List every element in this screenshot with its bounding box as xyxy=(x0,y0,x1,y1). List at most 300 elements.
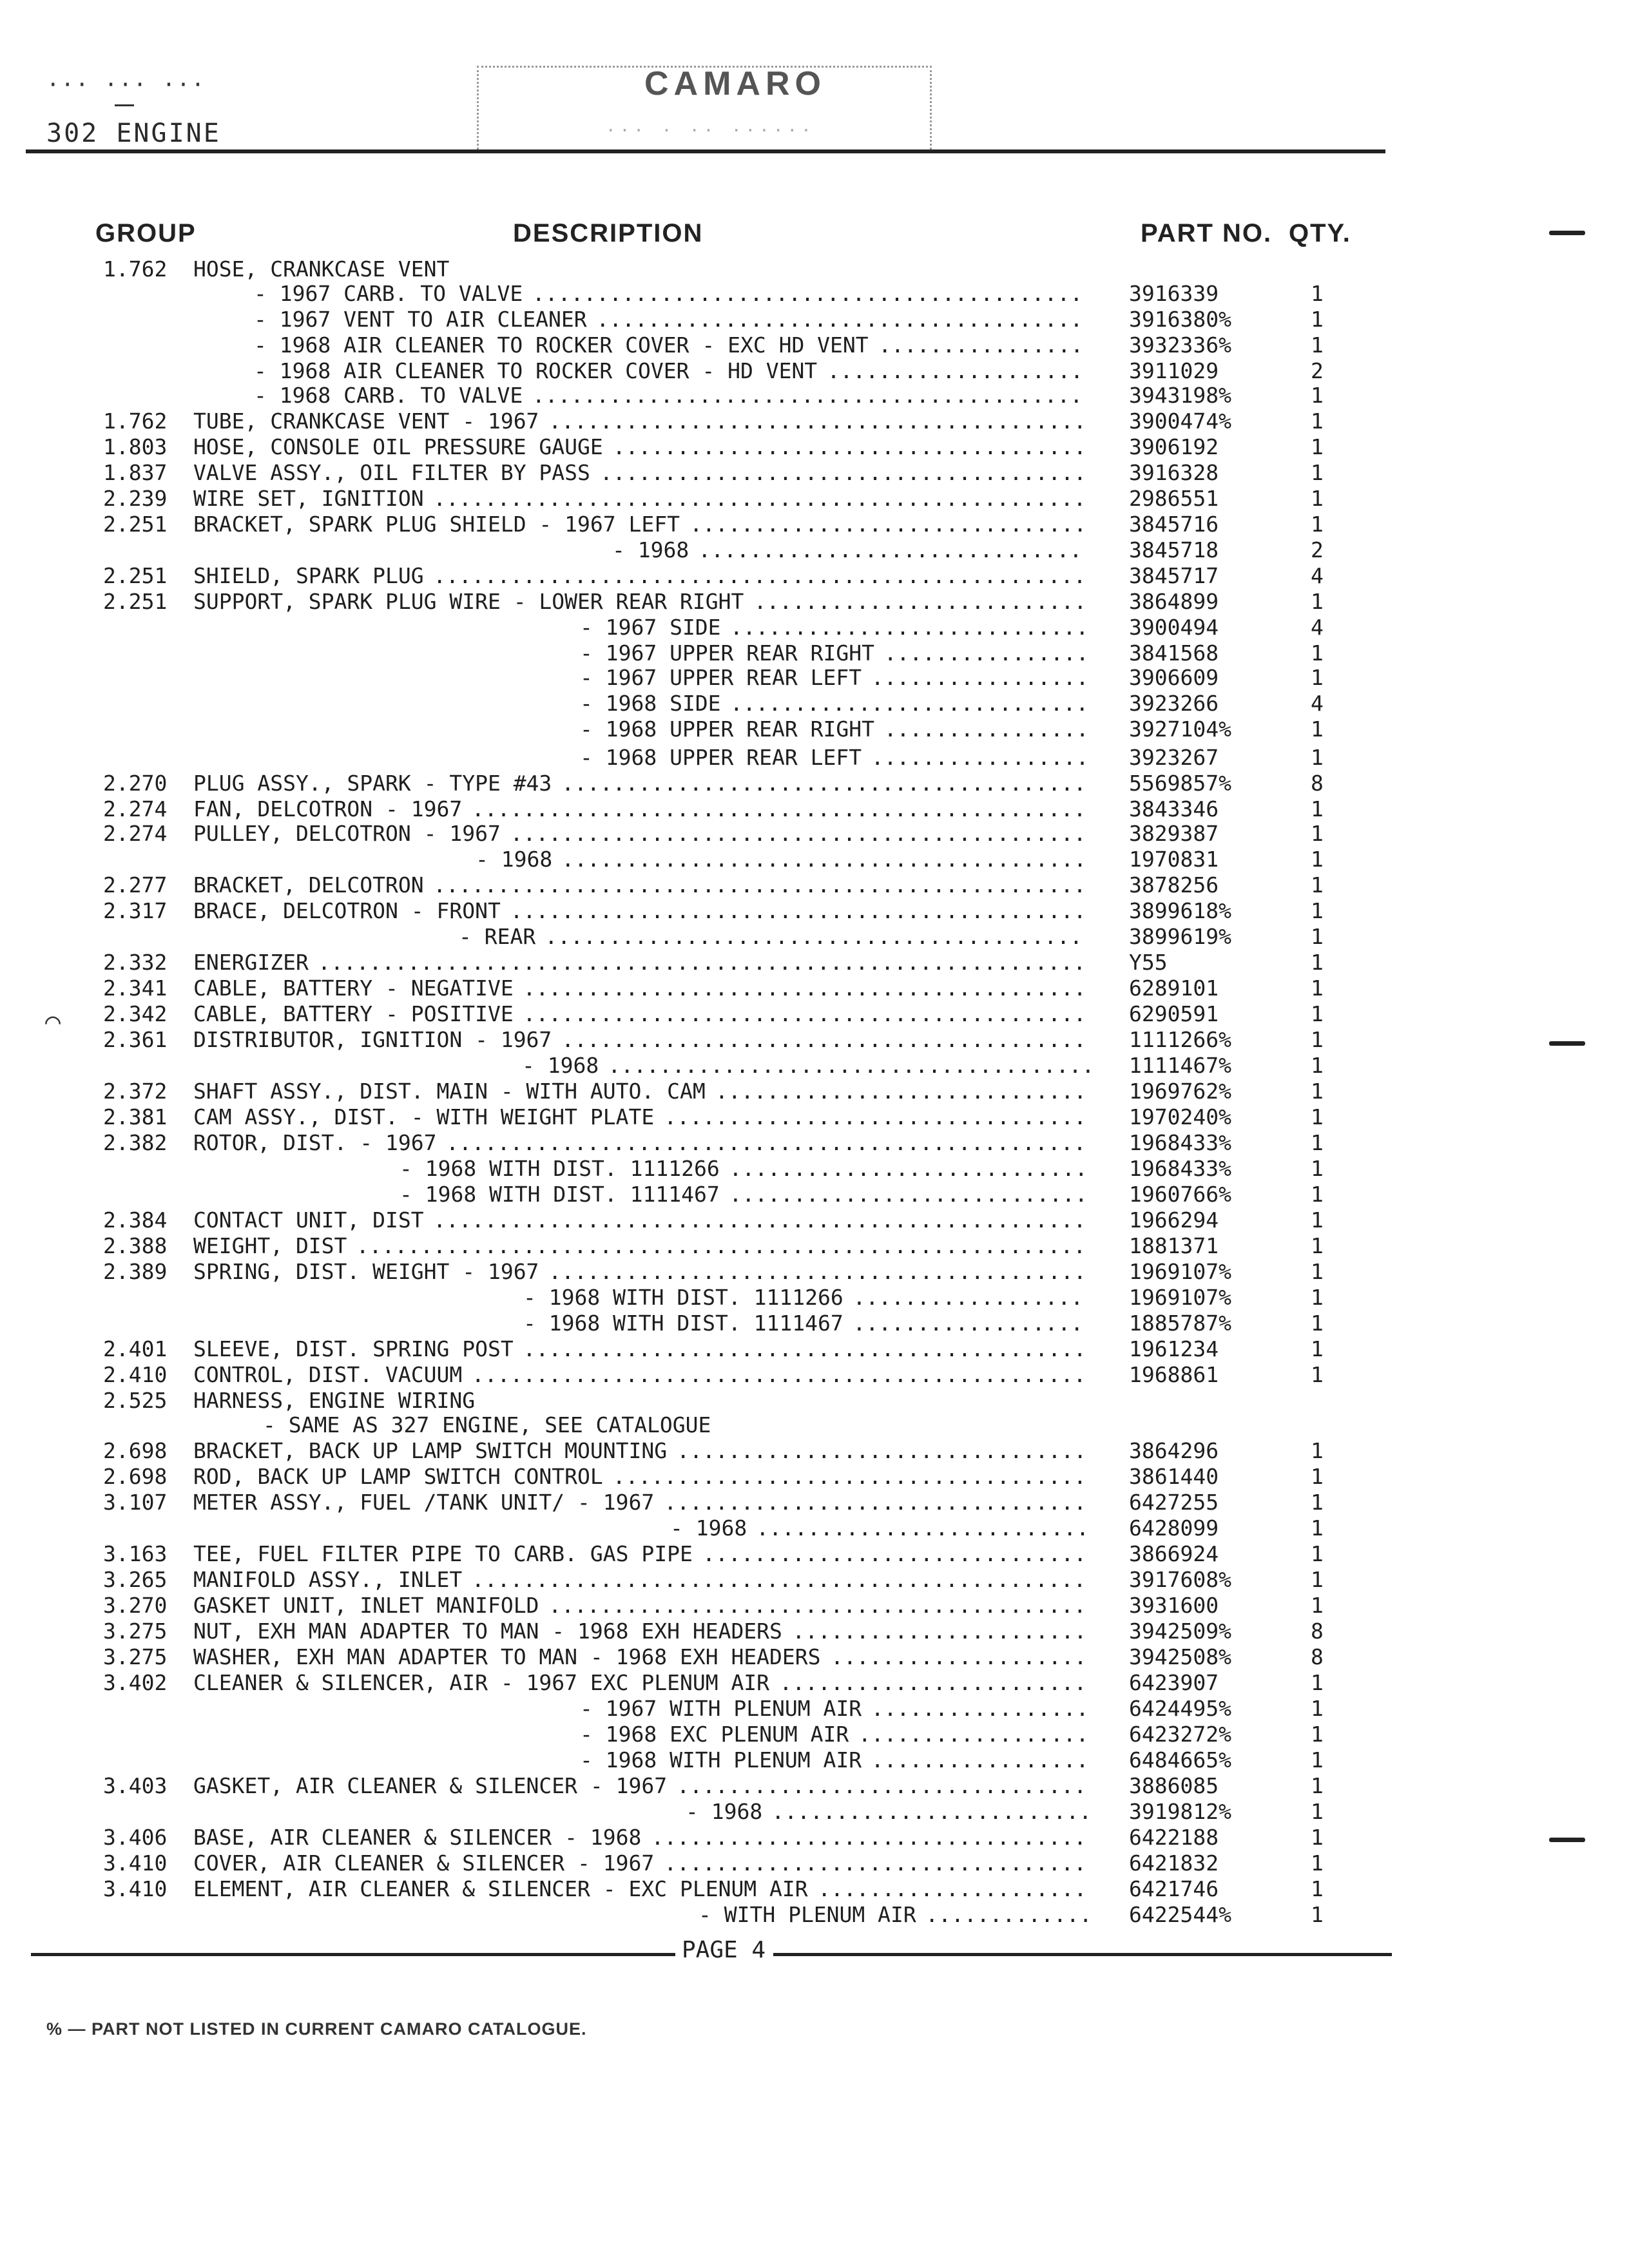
part-number: 6423907 xyxy=(1129,1670,1219,1695)
part-number: 6421746 xyxy=(1129,1876,1219,1901)
table-row xyxy=(0,771,1629,796)
group-code: 2.698 xyxy=(103,1438,168,1463)
description: CONTACT UNIT, DIST xyxy=(193,1207,424,1233)
description: - 1968 SIDE xyxy=(580,691,721,716)
description: BRACKET, SPARK PLUG SHIELD - 1967 LEFT xyxy=(193,512,680,537)
description: BRACKET, BACK UP LAMP SWITCH MOUNTING xyxy=(193,1438,668,1463)
table-row xyxy=(0,1027,1629,1053)
quantity: 1 xyxy=(1311,1001,1324,1026)
group-code: 1.762 xyxy=(103,256,168,282)
group-code: 3.163 xyxy=(103,1541,168,1566)
dot-leader: ......................................... xyxy=(561,1027,1086,1052)
description: PULLEY, DELCOTRON - 1967 xyxy=(193,821,501,846)
description: SLEEVE, DIST. SPRING POST xyxy=(193,1336,514,1361)
table-row xyxy=(0,1876,1629,1902)
footer-rule-left xyxy=(31,1953,675,1956)
quantity: 1 xyxy=(1311,1773,1324,1798)
column-heading-group: GROUP xyxy=(95,219,197,247)
description: SUPPORT, SPARK PLUG WIRE - LOWER REAR RIGHT xyxy=(193,589,744,614)
part-number: 1968861 xyxy=(1129,1362,1219,1387)
quantity: 1 xyxy=(1311,924,1324,949)
table-row xyxy=(0,665,1629,691)
table-row xyxy=(0,1285,1629,1311)
dot-leader: .................... xyxy=(831,1644,1087,1669)
group-code: 2.410 xyxy=(103,1362,168,1387)
part-number: 1111467% xyxy=(1129,1053,1231,1078)
description: ROTOR, DIST. - 1967 xyxy=(193,1130,437,1155)
dot-leader: ........................................... xyxy=(532,281,1083,306)
quantity: 1 xyxy=(1311,847,1324,872)
table-row xyxy=(0,975,1629,1001)
description: HARNESS, ENGINE WIRING xyxy=(193,1388,476,1413)
part-number: 1966294 xyxy=(1129,1207,1219,1233)
description: - 1968 WITH DIST. 1111467 xyxy=(400,1182,720,1207)
quantity: 2 xyxy=(1311,537,1324,562)
table-row xyxy=(0,1233,1629,1259)
table-row xyxy=(0,950,1629,975)
table-row xyxy=(0,434,1629,460)
dot-leader: .................. xyxy=(853,1311,1084,1336)
table-row xyxy=(0,1825,1629,1850)
table-row xyxy=(0,1567,1629,1593)
group-code: 3.265 xyxy=(103,1567,168,1592)
group-code: 3.275 xyxy=(103,1619,168,1644)
group-code: 2.372 xyxy=(103,1079,168,1104)
description: - 1967 UPPER REAR RIGHT xyxy=(580,640,874,666)
quantity: 1 xyxy=(1311,1722,1324,1747)
margin-bracket: ⌒ xyxy=(45,1006,61,1036)
table-row xyxy=(0,872,1629,898)
quantity: 8 xyxy=(1311,1619,1324,1644)
description: SHIELD, SPARK PLUG xyxy=(193,563,424,588)
group-code: 2.251 xyxy=(103,563,168,588)
part-number: 3899619% xyxy=(1129,924,1231,949)
part-number: 3923267 xyxy=(1129,745,1219,770)
dot-leader: ................. xyxy=(871,1696,1089,1721)
table-row xyxy=(0,1850,1629,1876)
quantity: 1 xyxy=(1311,1876,1324,1901)
dot-leader: ................................................... xyxy=(433,563,1086,588)
description: COVER, AIR CLEANER & SILENCER - 1967 xyxy=(193,1850,655,1876)
quantity: 1 xyxy=(1311,408,1324,434)
part-number: 3923266 xyxy=(1129,691,1219,716)
dot-leader: ..................................... xyxy=(612,434,1086,459)
part-number: 6289101 xyxy=(1129,975,1219,1001)
quantity: 1 xyxy=(1311,512,1324,537)
table-row xyxy=(0,307,1629,332)
description: - 1968 EXC PLENUM AIR xyxy=(580,1722,849,1747)
dot-leader: .................................. xyxy=(651,1825,1087,1850)
part-number: 3942509% xyxy=(1129,1619,1231,1644)
dot-leader: ............................................. xyxy=(510,898,1086,923)
quantity: 1 xyxy=(1311,1438,1324,1463)
part-number: 3911029 xyxy=(1129,358,1219,383)
group-code: 2.381 xyxy=(103,1104,168,1129)
description: HOSE, CONSOLE OIL PRESSURE GAUGE xyxy=(193,434,603,459)
dot-leader: ............................................. xyxy=(510,821,1086,846)
column-heading-part-no: PART NO. xyxy=(1141,219,1273,247)
part-number: 6422188 xyxy=(1129,1825,1219,1850)
description: BRACE, DELCOTRON - FRONT xyxy=(193,898,501,923)
table-row xyxy=(0,615,1629,640)
margin-mark xyxy=(1549,1041,1585,1046)
description: - 1967 VENT TO AIR CLEANER xyxy=(254,307,587,332)
part-number: 3916380% xyxy=(1129,307,1231,332)
quantity: 1 xyxy=(1311,1233,1324,1258)
quantity: 1 xyxy=(1311,975,1324,1001)
dot-leader: ....................... xyxy=(792,1619,1087,1644)
part-number: 1970240% xyxy=(1129,1104,1231,1129)
part-number: 1881371 xyxy=(1129,1233,1219,1258)
description: WEIGHT, DIST xyxy=(193,1233,347,1258)
part-number: 3864899 xyxy=(1129,589,1219,614)
description: NUT, EXH MAN ADAPTER TO MAN - 1968 EXH HEADERS xyxy=(193,1619,782,1644)
dot-leader: ............................ xyxy=(729,615,1089,640)
part-number: 6422544% xyxy=(1129,1902,1231,1927)
quantity: 2 xyxy=(1311,358,1324,383)
description: - 1968 WITH PLENUM AIR xyxy=(580,1747,862,1773)
dot-leader: .......................................... xyxy=(545,924,1083,949)
dot-leader: ................................................ xyxy=(471,796,1086,822)
table-row xyxy=(0,537,1629,563)
quantity: 1 xyxy=(1311,640,1324,666)
description: HOSE, CRANKCASE VENT xyxy=(193,256,450,282)
dot-leader: ................ xyxy=(883,716,1089,742)
dot-leader: ......................................... xyxy=(561,847,1086,872)
table-row xyxy=(0,796,1629,822)
engine-title: 302 ENGINE xyxy=(46,119,221,148)
description: CABLE, BATTERY - NEGATIVE xyxy=(193,975,514,1001)
description: - 1968 xyxy=(670,1515,747,1541)
description: CAM ASSY., DIST. - WITH WEIGHT PLATE xyxy=(193,1104,655,1129)
part-number: Y55 xyxy=(1129,950,1168,975)
table-row xyxy=(0,486,1629,512)
dot-leader: ................ xyxy=(878,332,1084,358)
table-row xyxy=(0,408,1629,434)
description: ELEMENT, AIR CLEANER & SILENCER - EXC PLENUM AIR xyxy=(193,1876,808,1901)
table-row xyxy=(0,691,1629,716)
table-row xyxy=(0,1207,1629,1233)
table-row xyxy=(0,1079,1629,1104)
group-code: 2.361 xyxy=(103,1027,168,1052)
description: METER ASSY., FUEL /TANK UNIT/ - 1967 xyxy=(193,1490,655,1515)
dot-leader: ......................................... xyxy=(561,771,1086,796)
table-row xyxy=(0,1053,1629,1079)
dot-leader: .............................. xyxy=(702,1541,1087,1566)
quantity: 8 xyxy=(1311,771,1324,796)
quantity: 1 xyxy=(1311,1515,1324,1541)
dot-leader: ................................................ xyxy=(471,1567,1086,1592)
part-number: 3919812% xyxy=(1129,1799,1231,1824)
part-number: 6423272% xyxy=(1129,1722,1231,1747)
dot-leader: ............................ xyxy=(729,691,1089,716)
quantity: 1 xyxy=(1311,434,1324,459)
group-code: 2.341 xyxy=(103,975,168,1001)
description: - 1967 UPPER REAR LEFT xyxy=(580,665,862,690)
quantity: 1 xyxy=(1311,745,1324,770)
group-code: 2.384 xyxy=(103,1207,168,1233)
quantity: 1 xyxy=(1311,716,1324,742)
dot-leader: ............................................ xyxy=(523,1001,1086,1026)
table-row xyxy=(0,1593,1629,1619)
table-row xyxy=(0,332,1629,358)
quantity: 1 xyxy=(1311,1311,1324,1336)
part-number: 3900494 xyxy=(1129,615,1219,640)
part-number: 3931600 xyxy=(1129,1593,1219,1618)
dot-leader: ................. xyxy=(871,665,1089,690)
description: VALVE ASSY., OIL FILTER BY PASS xyxy=(193,460,590,485)
part-number: 3927104% xyxy=(1129,716,1231,742)
quantity: 1 xyxy=(1311,1130,1324,1155)
part-number: 6421832 xyxy=(1129,1850,1219,1876)
table-row xyxy=(0,847,1629,872)
table-row xyxy=(0,1182,1629,1207)
description: - REAR xyxy=(459,924,536,949)
description: - 1967 WITH PLENUM AIR xyxy=(580,1696,862,1721)
group-code: 2.332 xyxy=(103,950,168,975)
part-number: 3861440 xyxy=(1129,1464,1219,1489)
quantity: 1 xyxy=(1311,1490,1324,1515)
group-code: 2.342 xyxy=(103,1001,168,1026)
quantity: 1 xyxy=(1311,1079,1324,1104)
table-row xyxy=(0,1001,1629,1027)
group-code: 2.251 xyxy=(103,589,168,614)
quantity: 1 xyxy=(1311,1336,1324,1361)
table-row xyxy=(0,358,1629,384)
dot-leader: ...................................... xyxy=(599,460,1086,485)
quantity: 1 xyxy=(1311,821,1324,846)
dot-leader: ................................................... xyxy=(433,486,1086,511)
dot-leader: ................................. xyxy=(664,1850,1087,1876)
header-top-text: ··· ··· ··· xyxy=(46,72,206,98)
quantity: 1 xyxy=(1311,796,1324,822)
quantity: 1 xyxy=(1311,1053,1324,1078)
group-code: 3.270 xyxy=(103,1593,168,1618)
group-code: 2.274 xyxy=(103,821,168,846)
quantity: 1 xyxy=(1311,1747,1324,1773)
part-number: 3906192 xyxy=(1129,434,1219,459)
part-number: 3845717 xyxy=(1129,563,1219,588)
group-code: 3.410 xyxy=(103,1876,168,1901)
table-row xyxy=(0,1902,1629,1928)
table-row xyxy=(0,924,1629,950)
part-number: 6428099 xyxy=(1129,1515,1219,1541)
group-code: 2.388 xyxy=(103,1233,168,1258)
quantity: 1 xyxy=(1311,486,1324,511)
description: BASE, AIR CLEANER & SILENCER - 1968 xyxy=(193,1825,642,1850)
table-row xyxy=(0,898,1629,924)
dot-leader: ................ xyxy=(883,640,1089,666)
quantity: 8 xyxy=(1311,1644,1324,1669)
description: GASKET, AIR CLEANER & SILENCER - 1967 xyxy=(193,1773,668,1798)
dot-leader: ................................................ xyxy=(471,1362,1086,1387)
description: - 1968 CARB. TO VALVE xyxy=(254,383,523,408)
quantity: 1 xyxy=(1311,1825,1324,1850)
table-row xyxy=(0,745,1629,771)
dot-leader: ................. xyxy=(871,745,1089,770)
dot-leader: .......................... xyxy=(756,1515,1089,1541)
quantity: 1 xyxy=(1311,1259,1324,1284)
quantity: 1 xyxy=(1311,1156,1324,1181)
quantity: 1 xyxy=(1311,1285,1324,1310)
dot-leader: ......................... xyxy=(771,1799,1092,1824)
quantity: 1 xyxy=(1311,1799,1324,1824)
dot-leader: ..................... xyxy=(818,1876,1087,1901)
description: SHAFT ASSY., DIST. MAIN - WITH AUTO. CAM xyxy=(193,1079,706,1104)
part-number: 3866924 xyxy=(1129,1541,1219,1566)
description: - 1968 xyxy=(686,1799,763,1824)
quantity: 1 xyxy=(1311,1902,1324,1927)
dot-leader: .................. xyxy=(853,1285,1084,1310)
table-row xyxy=(0,1156,1629,1182)
description: - WITH PLENUM AIR xyxy=(699,1902,916,1927)
description: - 1968 xyxy=(522,1053,599,1078)
part-number: 1885787% xyxy=(1129,1311,1231,1336)
group-code: 2.277 xyxy=(103,872,168,898)
stamp-subtitle: ··· · ·· ······ xyxy=(606,121,815,140)
group-code: 3.402 xyxy=(103,1670,168,1695)
table-row xyxy=(0,1362,1629,1388)
group-code: 2.401 xyxy=(103,1336,168,1361)
quantity: 1 xyxy=(1311,1027,1324,1052)
page-number: PAGE 4 xyxy=(682,1937,766,1963)
dot-leader: ...................................... xyxy=(596,307,1083,332)
quantity: 1 xyxy=(1311,1182,1324,1207)
dot-leader: ............................................................ xyxy=(318,950,1086,975)
quantity: 1 xyxy=(1311,950,1324,975)
group-code: 2.389 xyxy=(103,1259,168,1284)
part-number: 3943198% xyxy=(1129,383,1231,408)
description: - 1968 AIR CLEANER TO ROCKER COVER - HD VENT xyxy=(254,358,818,383)
dot-leader: .......................................... xyxy=(548,408,1086,434)
table-row xyxy=(0,1515,1629,1541)
part-number: 2986551 xyxy=(1129,486,1219,511)
dot-leader: ................................ xyxy=(677,1773,1087,1798)
part-number: 3843346 xyxy=(1129,796,1219,822)
table-row xyxy=(0,716,1629,742)
description: - 1968 xyxy=(476,847,553,872)
part-number: 1970831 xyxy=(1129,847,1219,872)
table-row xyxy=(0,1388,1629,1414)
dot-leader: ................................. xyxy=(664,1104,1087,1129)
footer-rule-right xyxy=(773,1953,1392,1956)
part-number: 3845716 xyxy=(1129,512,1219,537)
table-row xyxy=(0,1541,1629,1567)
description: PLUG ASSY., SPARK - TYPE #43 xyxy=(193,771,552,796)
quantity: 1 xyxy=(1311,898,1324,923)
table-row xyxy=(0,256,1629,282)
description: SPRING, DIST. WEIGHT - 1967 xyxy=(193,1259,539,1284)
table-row xyxy=(0,1259,1629,1285)
group-code: 2.525 xyxy=(103,1388,168,1413)
group-code: 2.698 xyxy=(103,1464,168,1489)
description: - 1968 AIR CLEANER TO ROCKER COVER - EXC HD VENT xyxy=(254,332,869,358)
part-number: 6484665% xyxy=(1129,1747,1231,1773)
dot-leader: ................................................... xyxy=(433,872,1086,898)
table-row xyxy=(0,383,1629,408)
table-row xyxy=(0,281,1629,307)
table-row xyxy=(0,821,1629,847)
part-number: 6427255 xyxy=(1129,1490,1219,1515)
group-code: 3.403 xyxy=(103,1773,168,1798)
group-code: 3.275 xyxy=(103,1644,168,1669)
part-number: 1960766% xyxy=(1129,1182,1231,1207)
part-number: 3864296 xyxy=(1129,1438,1219,1463)
table-row xyxy=(0,1464,1629,1490)
dot-leader: ............................. xyxy=(715,1079,1087,1104)
part-number: 3917608% xyxy=(1129,1567,1231,1592)
dot-leader: .................. xyxy=(858,1722,1089,1747)
quantity: 1 xyxy=(1311,383,1324,408)
quantity: 1 xyxy=(1311,589,1324,614)
part-number: 3900474% xyxy=(1129,408,1231,434)
part-number: 5569857% xyxy=(1129,771,1231,796)
part-number: 3916328 xyxy=(1129,460,1219,485)
table-row xyxy=(0,1438,1629,1464)
part-number: 1968433% xyxy=(1129,1130,1231,1155)
quantity: 1 xyxy=(1311,1593,1324,1618)
dot-leader: ................................. xyxy=(664,1490,1087,1515)
part-number: 6424495% xyxy=(1129,1696,1231,1721)
group-code: 1.762 xyxy=(103,408,168,434)
quantity: 4 xyxy=(1311,615,1324,640)
part-number: 3886085 xyxy=(1129,1773,1219,1798)
part-number: 1969107% xyxy=(1129,1259,1231,1284)
dot-leader: ........................ xyxy=(779,1670,1087,1695)
group-code: 2.317 xyxy=(103,898,168,923)
dot-leader: .......................................... xyxy=(548,1259,1086,1284)
dot-leader: .......................................... xyxy=(548,1593,1086,1618)
dot-leader: ................................................... xyxy=(433,1207,1086,1233)
part-number: 3845718 xyxy=(1129,537,1219,562)
description: MANIFOLD ASSY., INLET xyxy=(193,1567,463,1592)
table-row xyxy=(0,1311,1629,1336)
group-code: 3.410 xyxy=(103,1850,168,1876)
description: TUBE, CRANKCASE VENT - 1967 xyxy=(193,408,539,434)
description: CABLE, BATTERY - POSITIVE xyxy=(193,1001,514,1026)
dot-leader: .................... xyxy=(827,358,1083,383)
description: FAN, DELCOTRON - 1967 xyxy=(193,796,463,822)
description: TEE, FUEL FILTER PIPE TO CARB. GAS PIPE xyxy=(193,1541,693,1566)
part-number: 3916339 xyxy=(1129,281,1219,306)
margin-mark xyxy=(1549,1838,1585,1842)
table-row xyxy=(0,1336,1629,1362)
quantity: 1 xyxy=(1311,460,1324,485)
description: WASHER, EXH MAN ADAPTER TO MAN - 1968 EXH HEADERS xyxy=(193,1644,821,1669)
dot-leader: ................. xyxy=(871,1747,1089,1773)
description: - 1967 SIDE xyxy=(580,615,721,640)
part-number: 1969107% xyxy=(1129,1285,1231,1310)
dot-leader: ..................................... xyxy=(612,1464,1086,1489)
quantity: 1 xyxy=(1311,665,1324,690)
table-row xyxy=(0,512,1629,537)
quantity: 1 xyxy=(1311,1567,1324,1592)
dot-leader: ............................................ xyxy=(523,1336,1086,1361)
group-code: 2.270 xyxy=(103,771,168,796)
description: CLEANER & SILENCER, AIR - 1967 EXC PLENUM AIR xyxy=(193,1670,770,1695)
part-number: 3878256 xyxy=(1129,872,1219,898)
description: WIRE SET, IGNITION xyxy=(193,486,424,511)
quantity: 1 xyxy=(1311,872,1324,898)
table-row xyxy=(0,1773,1629,1799)
dot-leader: ............................................ xyxy=(523,975,1086,1001)
table-row xyxy=(0,1104,1629,1130)
dot-leader: ................................ xyxy=(677,1438,1087,1463)
quantity: 1 xyxy=(1311,1464,1324,1489)
description: - 1968 UPPER REAR RIGHT xyxy=(580,716,874,742)
group-code: 3.107 xyxy=(103,1490,168,1515)
group-code: 2.239 xyxy=(103,486,168,511)
